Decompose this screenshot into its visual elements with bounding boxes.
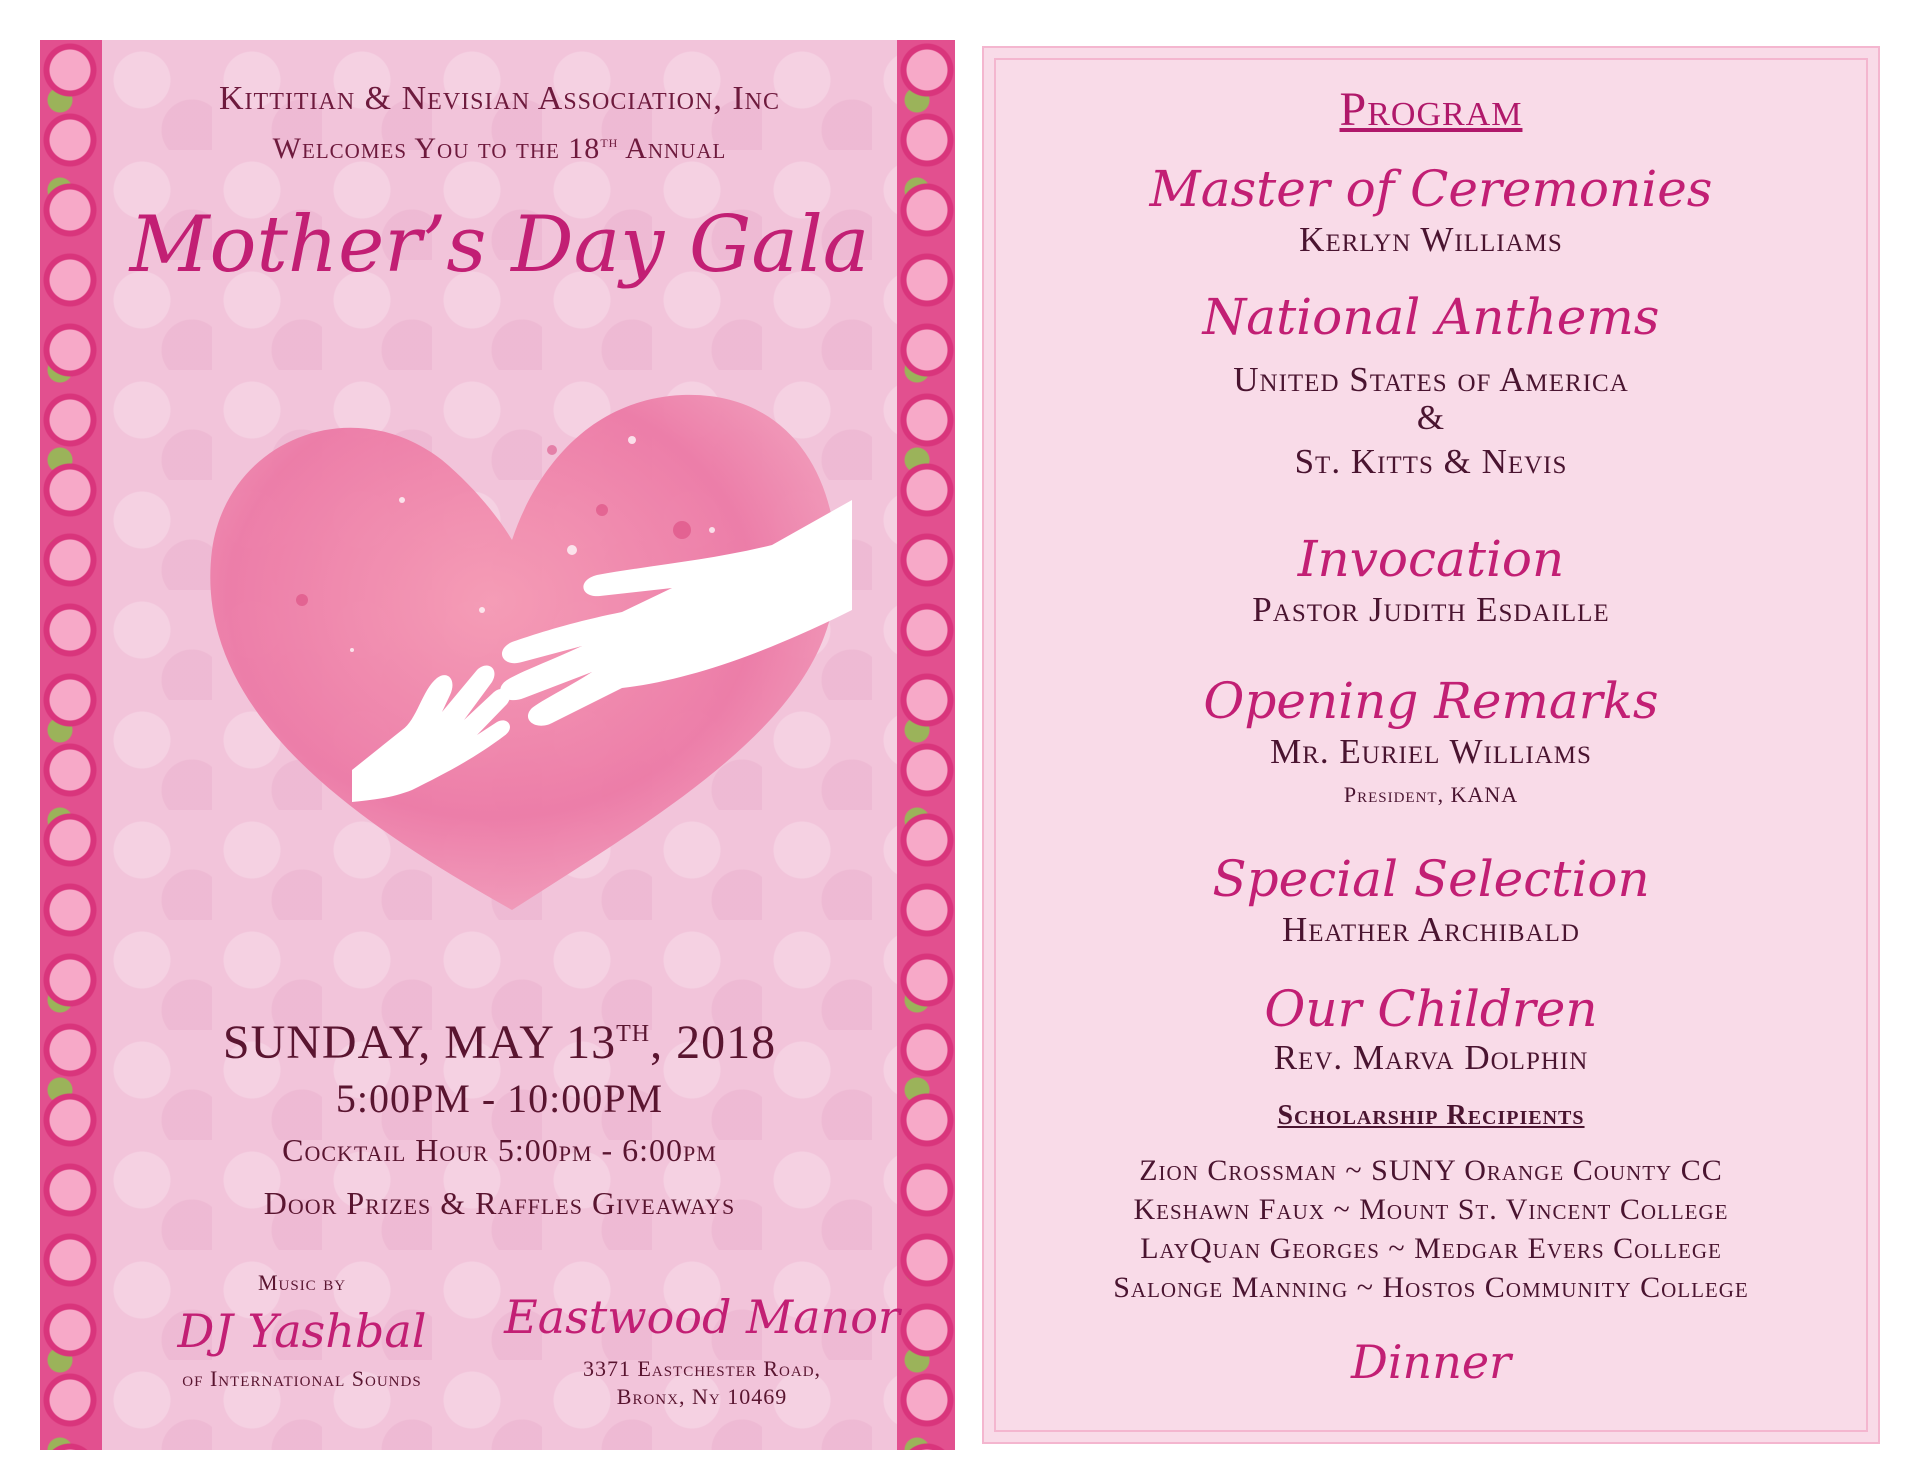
section-heading-invocation: Invocation bbox=[1297, 530, 1565, 588]
door-prizes: Door Prizes & Raffles Giveaways bbox=[263, 1185, 736, 1221]
scholarship-recipient: Salonge Manning ~ Hostos Community College bbox=[1113, 1271, 1749, 1304]
program-card bbox=[982, 46, 1880, 1444]
section-heading-national-anthems: National Anthems bbox=[1202, 288, 1660, 346]
venue-name: Eastwood Manor bbox=[504, 1290, 900, 1344]
heart-hands-illustration bbox=[152, 350, 872, 950]
section-heading-opening-remarks: Opening Remarks bbox=[1203, 672, 1659, 730]
anthem-st-kitts-nevis: St. Kitts & Nevis bbox=[1294, 442, 1568, 481]
section-heading-dinner: Dinner bbox=[1350, 1335, 1512, 1389]
anthem-ampersand: & bbox=[1416, 398, 1446, 437]
our-children-name: Rev. Marva Dolphin bbox=[1273, 1038, 1589, 1077]
music-by-label: Music by bbox=[257, 1270, 347, 1295]
organization-name: Kittitian & Nevisian Association, Inc bbox=[218, 80, 781, 117]
program-inner-border bbox=[994, 58, 1868, 1432]
event-flyer bbox=[40, 40, 955, 1450]
venue-info bbox=[502, 1290, 902, 1410]
dj-organization: of International Sounds bbox=[182, 1366, 422, 1391]
program-title: Program bbox=[1339, 83, 1523, 136]
venue-address-line-2: Bronx, Ny 10469 bbox=[616, 1384, 788, 1409]
flyer-panel bbox=[102, 40, 900, 1450]
section-heading-our-children: Our Children bbox=[1264, 980, 1598, 1038]
event-date: SUNDAY, MAY 13TH, 2018 bbox=[222, 1016, 777, 1069]
master-of-ceremonies-name: Kerlyn Williams bbox=[1299, 220, 1563, 259]
section-heading-master-of-ceremonies: Master of Ceremonies bbox=[1149, 160, 1713, 218]
dj-name: DJ Yashbal bbox=[177, 1304, 427, 1358]
event-time: 5:00PM - 10:00PM bbox=[335, 1076, 664, 1121]
scholarship-heading: Scholarship Recipients bbox=[1277, 1100, 1585, 1131]
event-title: Mother’s Day Gala bbox=[129, 200, 870, 290]
welcome-line: Welcomes You to the 18th Annual bbox=[272, 132, 727, 165]
cocktail-hour: Cocktail Hour 5:00pm - 6:00pm bbox=[282, 1132, 717, 1168]
scholarship-recipient: LayQuan Georges ~ Medgar Evers College bbox=[1140, 1232, 1722, 1265]
music-info bbox=[142, 1270, 462, 1392]
special-selection-name: Heather Archibald bbox=[1282, 910, 1580, 949]
rose-border-left bbox=[40, 40, 102, 1450]
venue-address-line-1: 3371 Eastchester Road, bbox=[582, 1356, 822, 1381]
opening-remarks-title: President, KANA bbox=[1343, 782, 1519, 807]
section-heading-special-selection: Special Selection bbox=[1212, 850, 1650, 908]
rose-border-right bbox=[897, 40, 955, 1450]
scholarship-recipient: Zion Crossman ~ SUNY Orange County CC bbox=[1139, 1154, 1723, 1187]
opening-remarks-name: Mr. Euriel Williams bbox=[1270, 732, 1592, 771]
invocation-name: Pastor Judith Esdaille bbox=[1252, 590, 1610, 629]
anthem-usa: United States of America bbox=[1233, 360, 1629, 399]
scholarship-recipient: Keshawn Faux ~ Mount St. Vincent College bbox=[1133, 1193, 1729, 1226]
